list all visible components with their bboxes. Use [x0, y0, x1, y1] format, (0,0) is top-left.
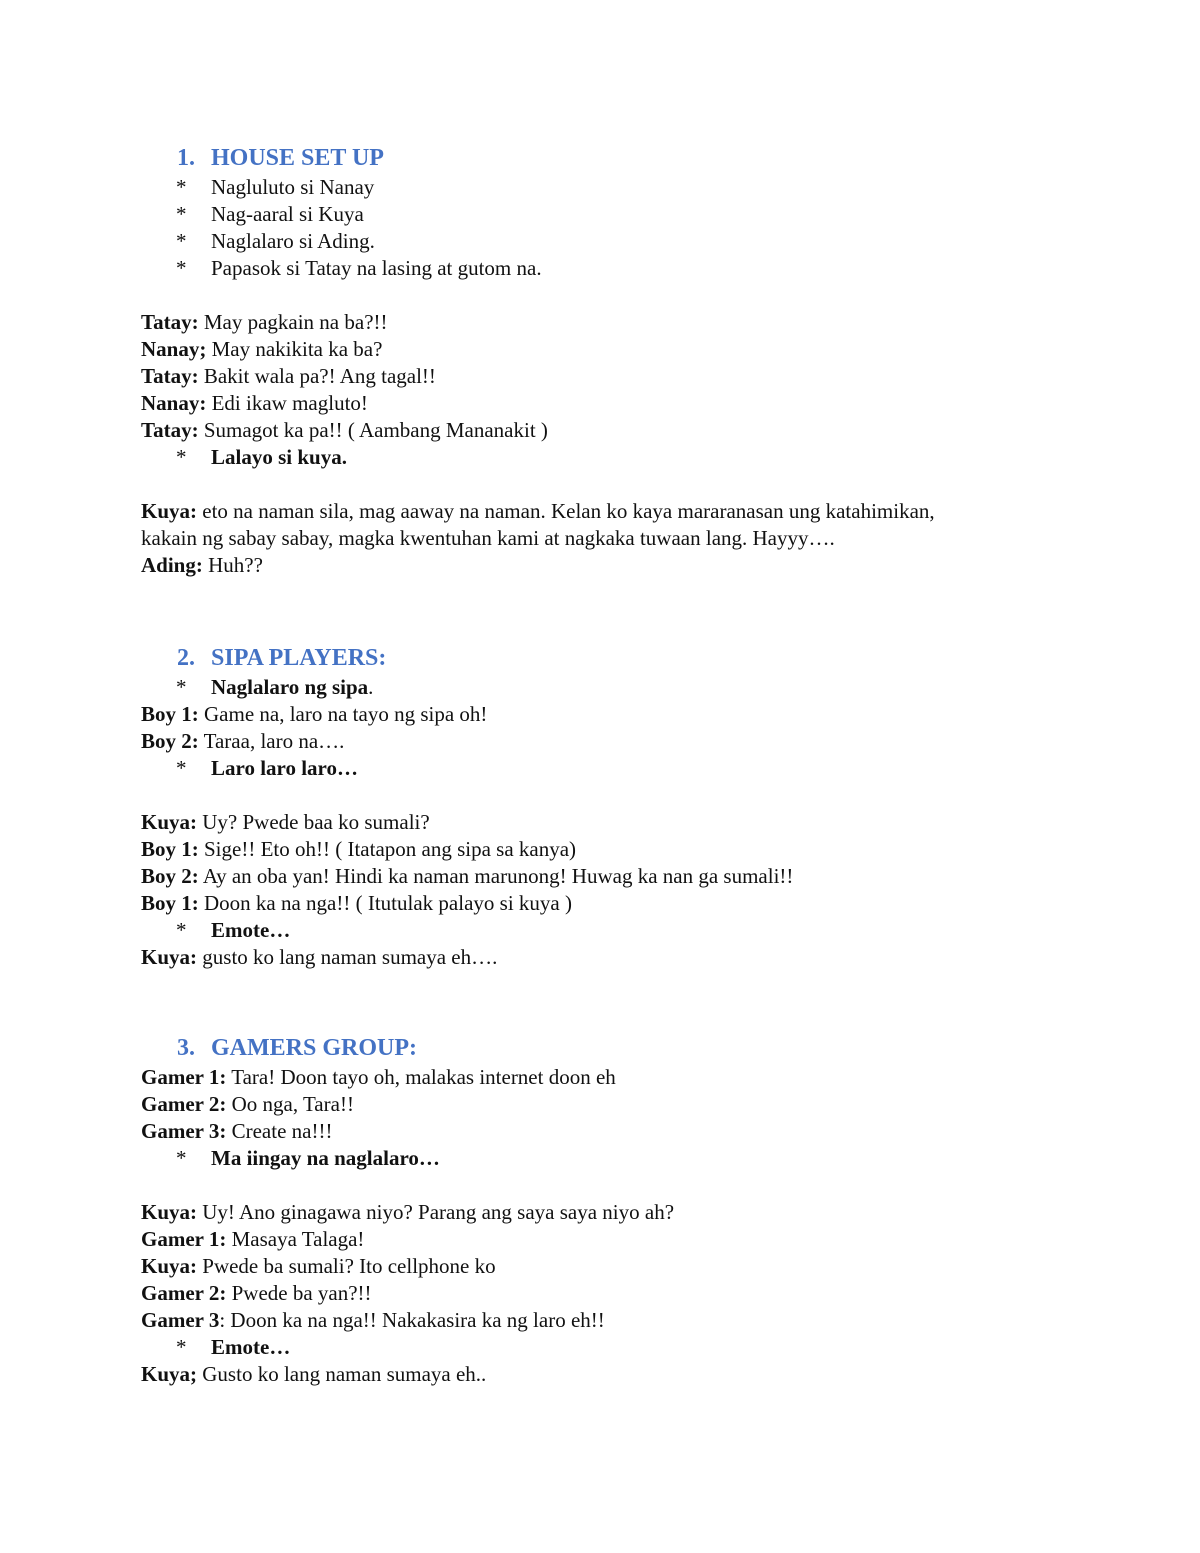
speaker-name: Kuya: [141, 945, 198, 969]
speaker-name: Kuya: [141, 499, 198, 523]
dialogue-line [141, 498, 1101, 525]
dialogue-text: Taraa, laro na…. [198, 729, 345, 753]
stage-direction [141, 1334, 1101, 1361]
section-gamers-group [141, 1032, 1101, 1388]
dialogue-text: May pagkain na ba?!! [198, 310, 388, 334]
bullet-text: Nag-aaral si Kuya [211, 202, 364, 226]
dialogue-line [141, 944, 1101, 971]
bullet-star-icon: * [176, 1146, 187, 1170]
dialogue-text: Sige!! Eto oh!! ( Itatapon ang sipa sa kanya) [198, 837, 577, 861]
dialogue-text: Sumagot ka pa!! ( Aambang Mananakit ) [198, 418, 548, 442]
section-number: 2. [177, 645, 195, 671]
bullet-star-icon: * [176, 202, 187, 226]
bullet-item [141, 255, 1101, 282]
dialogue-text: Gusto ko lang naman sumaya eh.. [197, 1362, 487, 1386]
dialogue-line [141, 1091, 1101, 1118]
dialogue-text: Pwede ba sumali? Ito cellphone ko [197, 1254, 496, 1278]
dialogue-text: Oo nga, Tara!! [226, 1092, 354, 1116]
section-sipa-players [141, 642, 1101, 971]
speaker-name: Tatay: [141, 310, 199, 334]
stage-direction [141, 755, 1101, 782]
stage-direction-text: Lalayo si kuya. [211, 445, 347, 469]
stage-direction [141, 674, 1101, 701]
speaker-name: Boy 1: [141, 837, 199, 861]
stage-direction-text: Emote… [211, 1335, 291, 1359]
dialogue-line [141, 1064, 1101, 1091]
bullet-star-icon: * [176, 445, 187, 469]
dialogue-text: Tara! Doon tayo oh, malakas internet doon eh [226, 1065, 616, 1089]
dialogue-line [141, 1307, 1101, 1334]
bullet-item [141, 174, 1101, 201]
dialogue-text: Huh?? [202, 553, 263, 577]
dialogue-text: Doon ka na nga!! ( Itutulak palayo si kuya ) [198, 891, 572, 915]
section-heading [177, 1032, 1101, 1064]
dialogue-line [141, 1118, 1101, 1145]
speaker-name: Gamer 3 [141, 1308, 220, 1332]
speaker-name: Gamer 3: [141, 1119, 227, 1143]
stage-direction [141, 1145, 1101, 1172]
section-number: 3. [177, 1035, 195, 1061]
dialogue-line [141, 1253, 1101, 1280]
dialogue-text: May nakikita ka ba? [206, 337, 383, 361]
speaker-name: Gamer 1: [141, 1227, 227, 1251]
dialogue-text: : Doon ka na nga!! Nakakasira ka ng laro eh!! [219, 1308, 605, 1332]
bullet-item [141, 228, 1101, 255]
dialogue-line [141, 309, 1101, 336]
speaker-name: Boy 2: [141, 729, 199, 753]
dialogue-line [141, 336, 1101, 363]
bullet-star-icon: * [176, 756, 187, 780]
bullet-star-icon: * [176, 1335, 187, 1359]
speaker-name: Boy 1: [141, 702, 199, 726]
dialogue-line [141, 1280, 1101, 1307]
stage-direction-tail: . [368, 675, 374, 699]
section-title: SIPA PLAYERS: [211, 645, 387, 671]
dialogue-line [141, 552, 1101, 579]
dialogue-line [141, 701, 1101, 728]
dialogue-line [141, 363, 1101, 390]
dialogue-text: Ay an oba yan! Hindi ka naman marunong! Huwag ka nan ga sumali!! [198, 864, 794, 888]
speaker-name: Ading: [141, 553, 203, 577]
dialogue-text: Edi ikaw magluto! [206, 391, 368, 415]
stage-direction-text: Ma iingay na naglalaro… [211, 1146, 440, 1170]
dialogue-text: eto na naman sila, mag aaway na naman. Kelan ko kaya mararanasan ung katahimikan, [197, 499, 935, 523]
dialogue-line [141, 417, 1101, 444]
dialogue-line [141, 836, 1101, 863]
speaker-name: Nanay: [141, 391, 207, 415]
stage-direction [141, 917, 1101, 944]
speaker-name: Gamer 2: [141, 1281, 227, 1305]
bullet-item [141, 201, 1101, 228]
dialogue-line [141, 390, 1101, 417]
dialogue-continuation: kakain ng sabay sabay, magka kwentuhan kami at nagkaka tuwaan lang. Hayyy…. [141, 526, 835, 550]
dialogue-line [141, 1226, 1101, 1253]
bullet-star-icon: * [176, 175, 187, 199]
stage-direction [141, 444, 1101, 471]
speaker-name: Nanay; [141, 337, 207, 361]
dialogue-line [141, 863, 1101, 890]
dialogue-line [141, 809, 1101, 836]
section-house-set-up [141, 142, 1101, 579]
dialogue-text: Bakit wala pa?! Ang tagal!! [198, 364, 436, 388]
dialogue-text: Uy! Ano ginagawa niyo? Parang ang saya saya niyo ah? [197, 1200, 675, 1224]
dialogue-text: Game na, laro na tayo ng sipa oh! [198, 702, 488, 726]
dialogue-text: Pwede ba yan?!! [226, 1281, 372, 1305]
speaker-name: Kuya: [141, 1200, 198, 1224]
stage-direction-text: Emote… [211, 918, 291, 942]
section-title: HOUSE SET UP [211, 145, 384, 171]
dialogue-text: Uy? Pwede baa ko sumali? [197, 810, 430, 834]
stage-direction-text: Laro laro laro… [211, 756, 358, 780]
bullet-star-icon: * [176, 256, 187, 280]
speaker-name: Boy 1: [141, 891, 199, 915]
dialogue-line [141, 1199, 1101, 1226]
speaker-name: Gamer 2: [141, 1092, 227, 1116]
dialogue-text: Create na!!! [226, 1119, 333, 1143]
speaker-name: Kuya: [141, 810, 198, 834]
stage-direction-text: Naglalaro ng sipa [211, 675, 369, 699]
bullet-star-icon: * [176, 675, 187, 699]
speaker-name: Gamer 1: [141, 1065, 227, 1089]
speaker-name: Tatay: [141, 364, 199, 388]
bullet-text: Naglalaro si Ading. [211, 229, 375, 253]
speaker-name: Kuya: [141, 1254, 198, 1278]
bullet-text: Nagluluto si Nanay [211, 175, 375, 199]
section-heading [177, 642, 1101, 674]
section-heading [177, 142, 1101, 174]
speaker-name: Kuya; [141, 1362, 198, 1386]
speaker-name: Tatay: [141, 418, 199, 442]
dialogue-line [141, 728, 1101, 755]
bullet-text: Papasok si Tatay na lasing at gutom na. [211, 256, 542, 280]
dialogue-text: Masaya Talaga! [226, 1227, 365, 1251]
dialogue-text: gusto ko lang naman sumaya eh…. [197, 945, 498, 969]
section-title: GAMERS GROUP: [211, 1035, 417, 1061]
bullet-star-icon: * [176, 918, 187, 942]
dialogue-line [141, 1361, 1101, 1388]
dialogue-line [141, 890, 1101, 917]
speaker-name: Boy 2: [141, 864, 199, 888]
section-number: 1. [177, 145, 195, 171]
bullet-star-icon: * [176, 229, 187, 253]
